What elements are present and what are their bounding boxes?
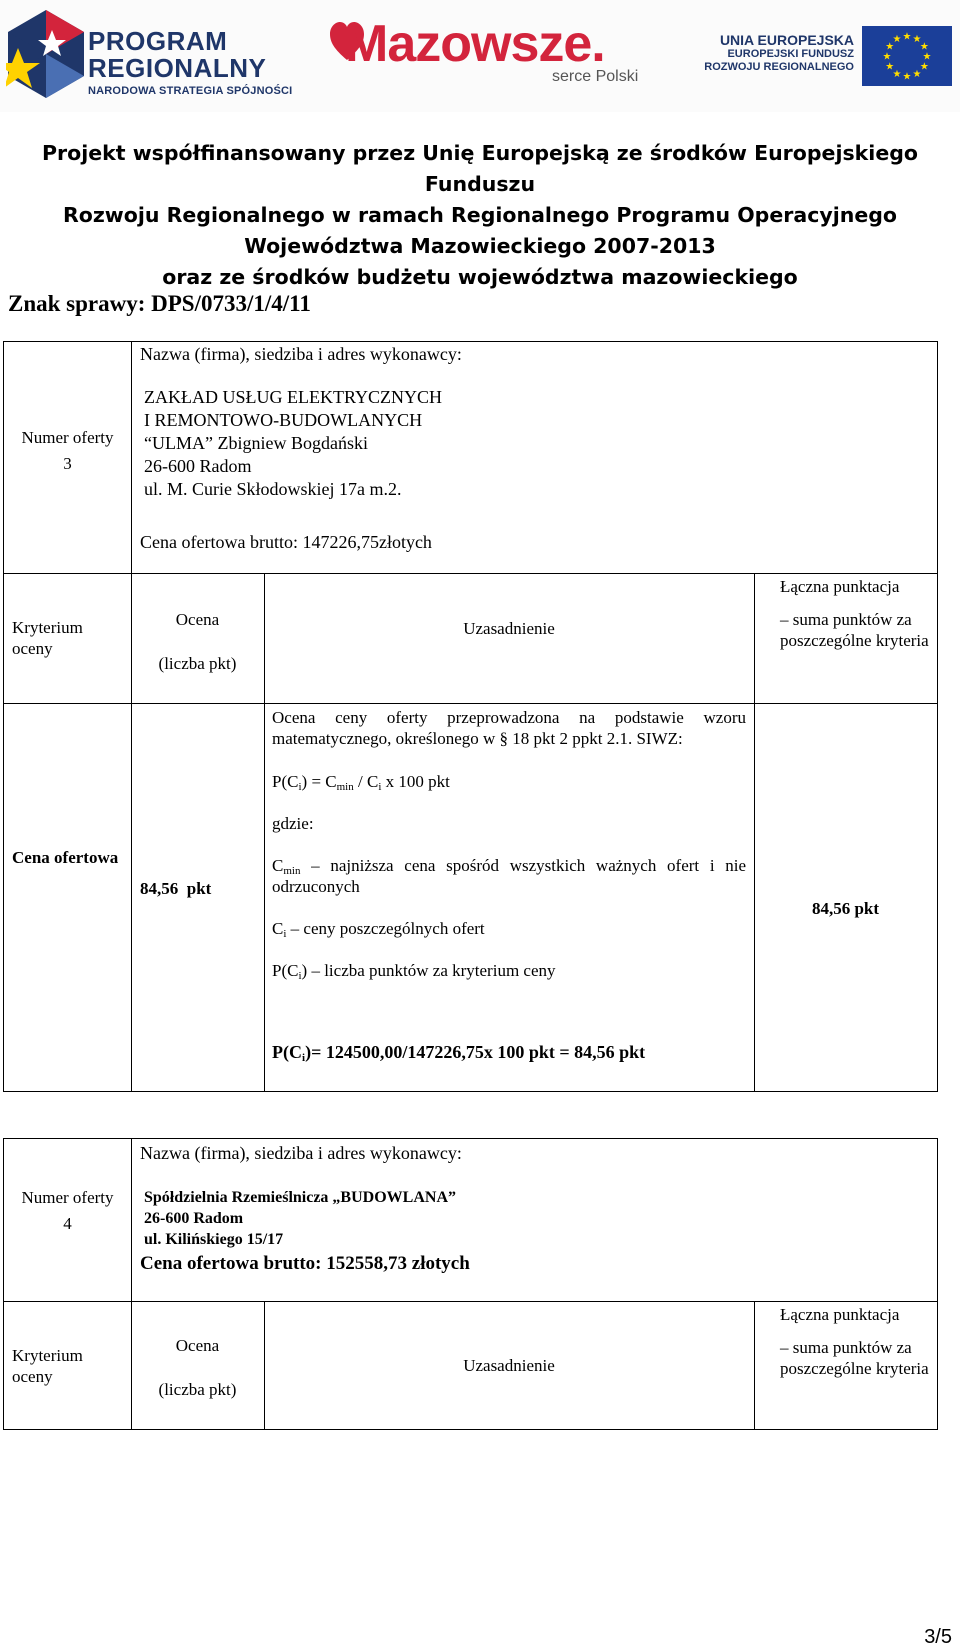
offer3-justification-intro: Ocena ceny oferty przeprowadzona na podstawie wzoru matematycznego, określonego w § 18 pkt 2 ppkt 2.1. SIWZ: [272,708,746,748]
eu-flag-icon [862,26,952,86]
offer3-formula: $P(C_i) = C_{min} / C_i$ x 100 pkt [272,772,450,793]
program-line2: REGIONALNY [88,53,267,83]
offer4-contractor-table [3,1138,938,1302]
offer4-scoring-table [3,1301,938,1430]
eu-star-icon: ★ [919,41,929,53]
project-cofinancing-header [0,138,960,293]
offer3-criterion: Cena ofertowa [12,848,119,867]
offer3-price: Cena ofertowa brutto: 147226,75złotych [140,532,432,552]
offer4-contractor-label: Nazwa (firma), siedziba i adres wykonawcy: [140,1143,462,1163]
ue-line3: ROZWOJU REGIONALNEGO [704,61,854,73]
offer4-price: Cena ofertowa brutto: 152558,73 złotych [140,1253,470,1274]
offer3-numer-label: Numer oferty [21,428,114,447]
offer3-head-kryterium: Kryterium oceny [12,618,83,658]
offer4-head-laczna: Łączna punktacja – suma punktów za poszczególne kryteria [780,1305,929,1378]
eu-star-icon: ★ [902,31,912,43]
eu-star-icon: ★ [919,61,929,73]
offer3-scoring-table [3,573,938,1092]
eu-star-icon: ★ [912,68,922,80]
program-regionalny-logo-icon [6,8,86,100]
offer3-numer [4,425,131,477]
offer3-numer-value: 3 [63,454,72,473]
eu-star-icon: ★ [912,34,922,46]
offer4-numer-label: Numer oferty [21,1188,114,1207]
header-line4: oraz ze środków budżetu województwa mazowieckiego [162,265,798,289]
page-number: 3/5 [924,1626,952,1648]
offer4-head-uzasadnienie: Uzasadnienie [463,1356,555,1375]
offer3-head-laczna: Łączna punktacja – suma punktów za poszczególne kryteria [780,577,929,650]
eu-star-icon: ★ [882,51,892,63]
eu-star-icon: ★ [892,34,902,46]
program-line1: PROGRAM [88,26,228,56]
offer3-contractor-address: ZAKŁAD USŁUG ELEKTRYCZNYCH I REMONTOWO-BUDOWLANYCH “ULMA” Zbigniew Bogdański 26-600 Radom ul. M. Curie Skłodowskiej 17a m.2. [144,387,442,499]
mazowsze-logo: Mazowsze. [345,15,605,73]
eu-star-icon: ★ [885,61,895,73]
eu-star-icon: ★ [885,41,895,53]
case-number: Znak sprawy: DPS/0733/1/4/11 [8,291,311,316]
offer3-cmin-definition: $C_{min}$ – najniższa cena spośród wszystkich ważnych ofert i nie odrzuconych [272,856,746,896]
offer3-calculation: $P(C_i)= 124500,00/147226,75x$ 100 pkt = 84,56 pkt [272,1042,646,1064]
offer3-contractor-table [3,341,938,574]
offer4-head-kryterium: Kryterium oceny [12,1346,83,1386]
eu-star-icon: ★ [922,51,932,63]
eu-star-icon: ★ [902,71,912,83]
offer3-gdzie: gdzie: [272,814,314,833]
header-line1: Projekt współfinansowany przez Unię Europejską ze środków Europejskiego Funduszu [42,141,918,196]
ue-logo-text [686,32,854,74]
offer4-numer-value: 4 [63,1214,72,1233]
mazowsze-subtitle: serce Polski [552,68,639,85]
offer3-contractor-label: Nazwa (firma), siedziba i adres wykonawcy: [140,344,462,364]
ue-line2: EUROPEJSKI FUNDUSZ [727,48,854,60]
offer3-head-ocena: Ocena (liczba pkt) [158,610,237,673]
offer3-pci-definition: $P(C_i)$ – liczba punktów za kryterium ceny [272,961,556,982]
header-line3: Województwa Mazowieckiego 2007-2013 [244,234,716,258]
offer4-numer [4,1185,131,1237]
eu-star-icon: ★ [892,68,902,80]
ue-line1: UNIA EUROPEJSKA [719,32,854,48]
offer4-contractor-address: Spółdzielnia Rzemieślnicza „BUDOWLANA” 26-600 Radom ul. Kilińskiego 15/17 [144,1189,456,1248]
offer4-head-ocena: Ocena (liczba pkt) [158,1336,237,1399]
offer3-ci-definition: $C_i$ – ceny poszczególnych ofert [272,919,485,940]
offer3-head-uzasadnienie: Uzasadnienie [463,619,555,638]
offer3-total: 84,56 pkt [811,899,880,918]
offer3-score: 84,56 pkt [140,879,212,898]
header-line2: Rozwoju Regionalnego w ramach Regionalnego Programu Operacyjnego [63,203,897,227]
program-regionalny-logo-text [88,28,292,97]
program-line3: NARODOWA STRATEGIA SPÓJNOŚCI [88,85,293,97]
